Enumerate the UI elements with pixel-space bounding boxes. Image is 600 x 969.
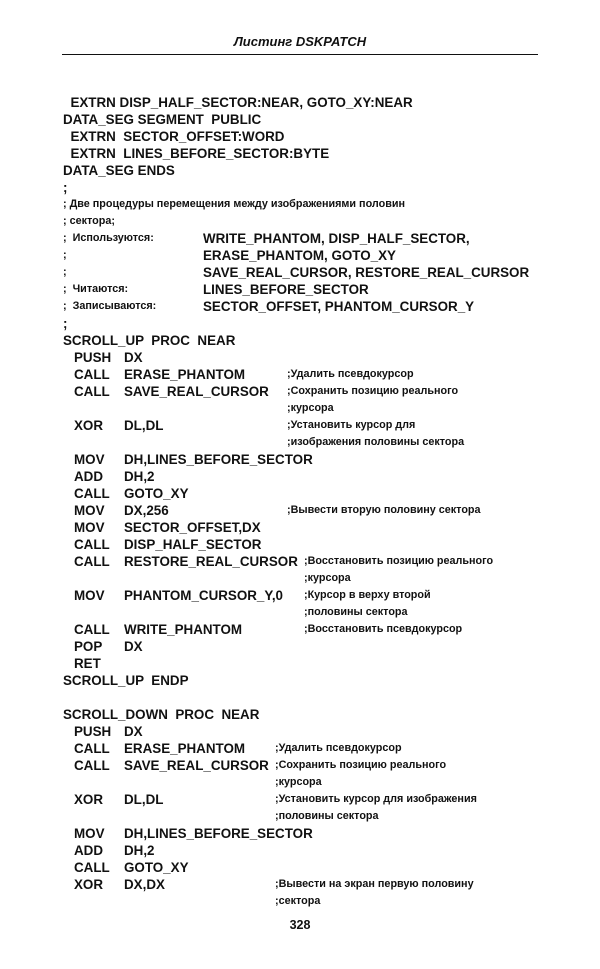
comment-continuation: ;курсора: [304, 572, 351, 584]
mnemonic: POP: [74, 639, 103, 654]
operand: DH,LINES_BEFORE_SECTOR: [124, 452, 313, 467]
operand: DH,2: [124, 469, 155, 484]
running-header: Листинг DSKPATCH: [233, 34, 367, 49]
comment-value: LINES_BEFORE_SECTOR: [203, 282, 369, 297]
comment-label: ;: [63, 266, 67, 278]
comment-value: ERASE_PHANTOM, GOTO_XY: [203, 248, 396, 263]
inline-comment: ;Курсор в верху второй: [304, 589, 431, 601]
code-line: EXTRN DISP_HALF_SECTOR:NEAR, GOTO_XY:NEAR: [63, 95, 413, 110]
header-rule: [62, 54, 538, 55]
mnemonic: MOV: [74, 588, 105, 603]
mnemonic: CALL: [74, 384, 110, 399]
comment-label: ;: [63, 249, 67, 261]
operand: DX: [124, 639, 143, 654]
code-line: DATA_SEG ENDS: [63, 163, 175, 178]
inline-comment: ;Удалить псевдокурсор: [275, 742, 402, 754]
operand: ERASE_PHANTOM: [124, 741, 246, 756]
operand: ERASE_PHANTOM: [124, 367, 246, 382]
comment-line: ; сектора;: [63, 215, 115, 227]
page-number: 328: [289, 918, 311, 932]
comment-value: SECTOR_OFFSET, PHANTOM_CURSOR_Y: [203, 299, 475, 314]
mnemonic: PUSH: [74, 350, 112, 365]
inline-comment: ;Установить курсор для изображения: [275, 793, 477, 805]
comment-continuation: ;половины сектора: [275, 810, 379, 822]
comment-value: WRITE_PHANTOM, DISP_HALF_SECTOR,: [203, 231, 470, 246]
inline-comment: ;Сохранить позицию реального: [275, 759, 447, 771]
inline-comment: ;Сохранить позицию реального: [287, 385, 459, 397]
operand: WRITE_PHANTOM: [124, 622, 243, 637]
operand: GOTO_XY: [124, 860, 189, 875]
code-line: EXTRN LINES_BEFORE_SECTOR:BYTE: [63, 146, 330, 161]
code-line: SCROLL_UP PROC NEAR: [63, 333, 236, 348]
mnemonic: MOV: [74, 826, 105, 841]
mnemonic: MOV: [74, 503, 105, 518]
code-line: SCROLL_UP ENDP: [63, 673, 189, 688]
mnemonic: CALL: [74, 860, 110, 875]
mnemonic: XOR: [74, 418, 104, 433]
operand: DX,256: [124, 503, 169, 518]
inline-comment: ;Восстановить псевдокурсор: [304, 623, 463, 635]
comment-label: ; Читаются:: [63, 283, 129, 295]
mnemonic: ADD: [74, 843, 104, 858]
mnemonic: CALL: [74, 367, 110, 382]
mnemonic: MOV: [74, 520, 105, 535]
comment-label: ; Записываются:: [63, 300, 157, 312]
inline-comment: ;Вывести на экран первую половину: [275, 878, 474, 890]
operand: PHANTOM_CURSOR_Y,0: [124, 588, 283, 603]
code-line: SCROLL_DOWN PROC NEAR: [63, 707, 260, 722]
mnemonic: CALL: [74, 537, 110, 552]
mnemonic: XOR: [74, 792, 104, 807]
operand: DX: [124, 724, 143, 739]
comment-continuation: ;сектора: [275, 895, 321, 907]
mnemonic: CALL: [74, 758, 110, 773]
comment-label: ; Используются:: [63, 232, 154, 244]
inline-comment: ;Восстановить позицию реального: [304, 555, 494, 567]
mnemonic: PUSH: [74, 724, 112, 739]
mnemonic: CALL: [74, 554, 110, 569]
operand: SECTOR_OFFSET,DX: [124, 520, 261, 535]
operand: DH,2: [124, 843, 155, 858]
inline-comment: ;Вывести вторую половину сектора: [287, 504, 481, 516]
operand: DL,DL: [124, 792, 164, 807]
mnemonic: RET: [74, 656, 101, 671]
operand: DH,LINES_BEFORE_SECTOR: [124, 826, 313, 841]
code-line: DATA_SEG SEGMENT PUBLIC: [63, 112, 262, 127]
code-line: ;: [63, 180, 68, 195]
inline-comment: ;Удалить псевдокурсор: [287, 368, 414, 380]
mnemonic: CALL: [74, 741, 110, 756]
operand: SAVE_REAL_CURSOR: [124, 758, 269, 773]
operand: DX,DX: [124, 877, 165, 892]
comment-continuation: ;курсора: [287, 402, 334, 414]
mnemonic: ADD: [74, 469, 104, 484]
operand: DX: [124, 350, 143, 365]
mnemonic: CALL: [74, 622, 110, 637]
code-line: EXTRN SECTOR_OFFSET:WORD: [63, 129, 285, 144]
operand: DISP_HALF_SECTOR: [124, 537, 262, 552]
comment-continuation: ;половины сектора: [304, 606, 408, 618]
code-line: ;: [63, 316, 68, 331]
comment-line: ; Две процедуры перемещения между изображениями половин: [63, 198, 405, 210]
comment-continuation: ;курсора: [275, 776, 322, 788]
comment-continuation: ;изображения половины сектора: [287, 436, 465, 448]
mnemonic: XOR: [74, 877, 104, 892]
operand: SAVE_REAL_CURSOR: [124, 384, 269, 399]
comment-value: SAVE_REAL_CURSOR, RESTORE_REAL_CURSOR: [203, 265, 530, 280]
mnemonic: CALL: [74, 486, 110, 501]
operand: RESTORE_REAL_CURSOR: [124, 554, 298, 569]
operand: DL,DL: [124, 418, 164, 433]
inline-comment: ;Установить курсор для: [287, 419, 416, 431]
operand: GOTO_XY: [124, 486, 189, 501]
mnemonic: MOV: [74, 452, 105, 467]
